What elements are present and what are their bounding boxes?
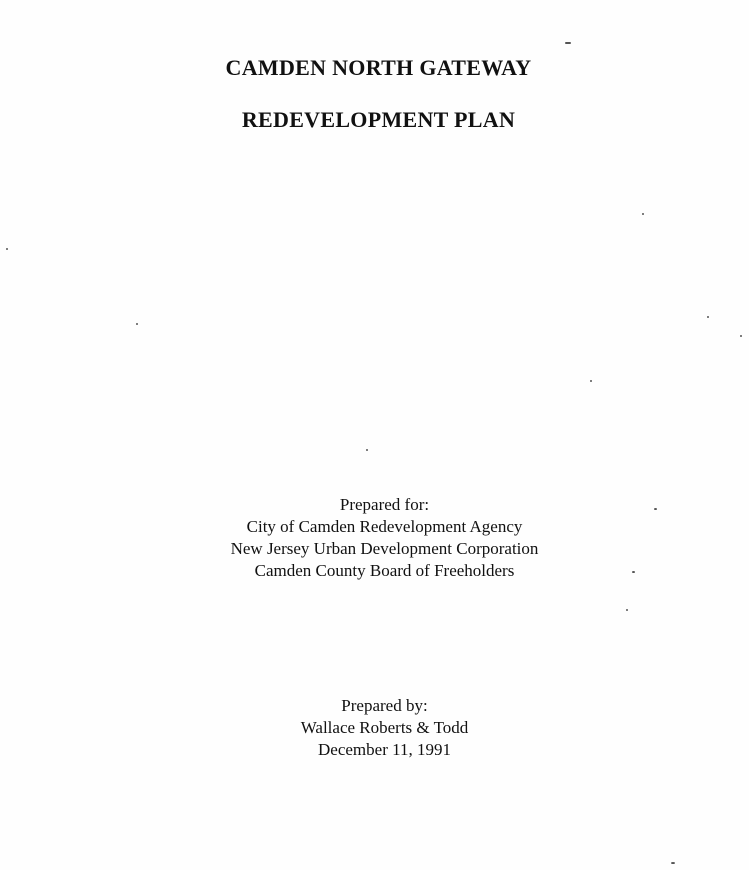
document-title-line-2: REDEVELOPMENT PLAN	[241, 107, 516, 132]
prepared-by-block	[10, 695, 749, 761]
prepared-by-heading: Prepared by:	[341, 696, 428, 715]
prepared-for-block	[10, 494, 749, 582]
prepared-by-date: December 11, 1991	[318, 740, 451, 759]
scan-speck	[565, 42, 571, 44]
scan-speck	[6, 248, 8, 250]
scan-speck	[366, 449, 368, 451]
document-title-line-1: CAMDEN NORTH GATEWAY	[225, 55, 532, 80]
prepared-for-party: City of Camden Redevelopment Agency	[246, 517, 523, 536]
scan-speck	[707, 316, 709, 318]
scan-speck	[654, 508, 657, 510]
prepared-for-party: Camden County Board of Freeholders	[254, 561, 515, 580]
prepared-for-heading: Prepared for:	[339, 495, 430, 514]
scan-speck	[590, 380, 592, 382]
scan-speck	[642, 213, 644, 215]
prepared-by-author: Wallace Roberts & Todd	[300, 718, 469, 737]
scan-speck	[136, 323, 138, 325]
scan-speck	[740, 335, 742, 337]
scan-speck	[626, 609, 628, 611]
scan-speck	[671, 862, 675, 864]
prepared-for-party: New Jersey Urban Development Corporation	[230, 539, 539, 558]
scan-speck	[632, 571, 635, 573]
